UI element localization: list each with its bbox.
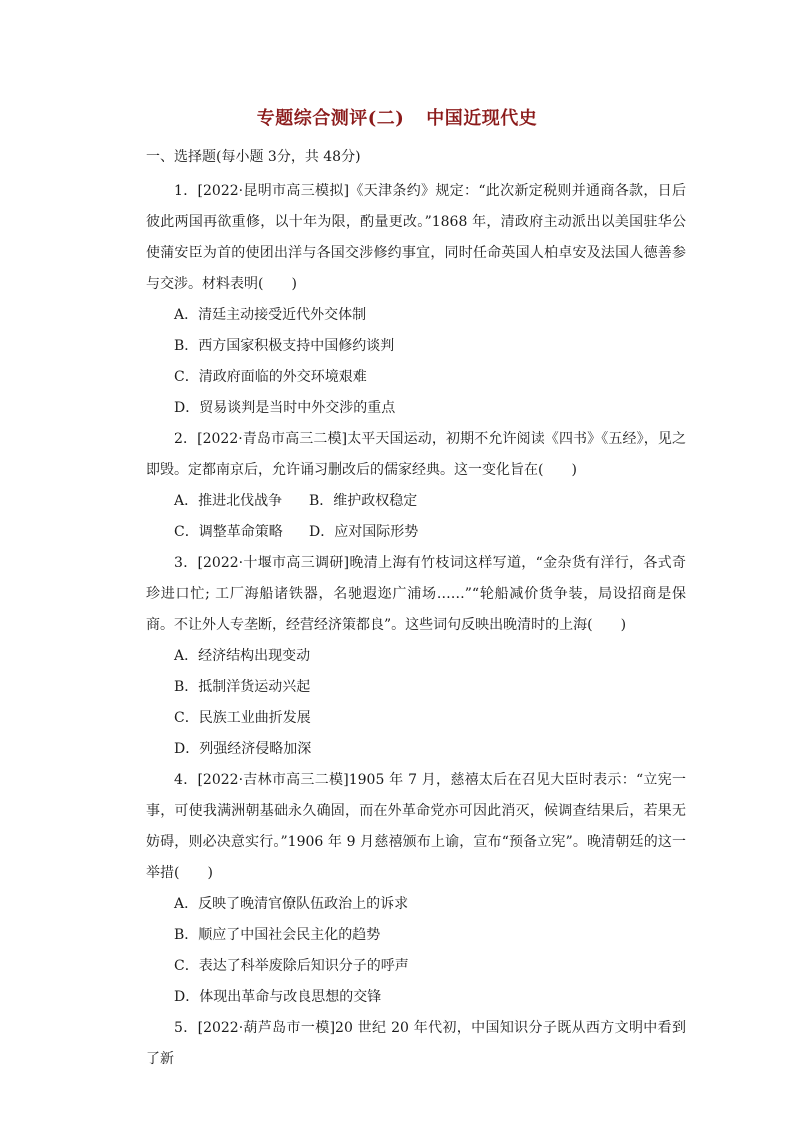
page-title xyxy=(0,104,794,130)
option-row xyxy=(146,486,686,517)
question-5 xyxy=(146,1013,686,1075)
option-d[interactable]: D．应对国际形势 xyxy=(309,524,419,540)
title-main: 专题综合测评(二) xyxy=(256,108,405,129)
option-c[interactable]: C．民族工业曲折发展 xyxy=(174,710,311,726)
option-b[interactable]: B．顺应了中国社会民主化的趋势 xyxy=(174,927,381,943)
option-d[interactable]: D．贸易谈判是当时中外交涉的重点 xyxy=(174,400,396,416)
question-stem: 4．[2022·吉林市高三二模]1905 年 7 月，慈禧太后在召见大臣时表示：“立宪一事，可使我满洲朝基础永久确固，而在外革命党亦可因此消灭，候调查结果后，若果无妨碍，则必决意实行。”1906 年 9 月慈禧颁布上谕，宣布“预备立宪”。晚清朝廷的这一举措( ) xyxy=(146,772,686,881)
question-4 xyxy=(146,765,686,1013)
option-d[interactable]: D．列强经济侵略加深 xyxy=(174,741,312,757)
option-list xyxy=(146,889,686,1013)
question-stem: 5．[2022·葫芦岛市一模]20 世纪 20 年代初，中国知识分子既从西方文明中看到了新 xyxy=(146,1020,686,1067)
option-list xyxy=(146,300,686,424)
option-a[interactable]: A．清廷主动接受近代外交体制 xyxy=(174,307,367,323)
question-1 xyxy=(146,176,686,424)
question-stem: 3．[2022·十堰市高三调研]晚清上海有竹枝词这样写道，“金杂货有洋行，各式奇珍进口忙; 工厂海船诸铁器，名驰遐迩广浦场……”“轮船减价货争装，局设招商是保商。不让外人专垄断，经营经济策都良”。这些词句反映出晚清时的上海( ) xyxy=(146,555,686,633)
option-a[interactable]: A．反映了晚清官僚队伍政治上的诉求 xyxy=(174,896,409,912)
question-list xyxy=(146,176,686,1075)
option-b[interactable]: B．维护政权稳定 xyxy=(309,493,418,509)
question-2 xyxy=(146,424,686,548)
title-sub: 中国近现代史 xyxy=(426,108,538,129)
option-c[interactable]: C．清政府面临的外交环境艰难 xyxy=(174,369,367,385)
option-c[interactable]: C．调整革命策略 xyxy=(174,524,283,540)
option-d[interactable]: D．体现出革命与改良思想的交锋 xyxy=(174,989,382,1005)
question-stem: 1．[2022·昆明市高三模拟]《天津条约》规定：“此次新定税则并通商各款，日后彼此两国再欲重修，以十年为限，酌量更改。”1868 年，清政府主动派出以美国驻华公使蒲安臣为首的使团出洋与各国交涉修约事宜，同时任命英国人柏卓安及法国人德善参与交涉。材料表明( ) xyxy=(146,183,686,292)
option-b[interactable]: B．抵制洋货运动兴起 xyxy=(174,679,311,695)
option-list xyxy=(146,641,686,765)
question-stem: 2．[2022·青岛市高三二模]太平天国运动，初期不允许阅读《四书》《五经》，见之即毁。定都南京后，允许诵习删改后的儒家经典。这一变化旨在( ) xyxy=(146,431,686,478)
option-a[interactable]: A．推进北伐战争 xyxy=(174,493,283,509)
option-c[interactable]: C．表达了科举废除后知识分子的呼声 xyxy=(174,958,409,974)
option-b[interactable]: B．西方国家积极支持中国修约谈判 xyxy=(174,338,395,354)
section-heading: 一、选择题(每小题 3分，共 48分) xyxy=(146,149,361,165)
option-a[interactable]: A．经济结构出现变动 xyxy=(174,648,311,664)
option-row xyxy=(146,517,686,548)
question-3 xyxy=(146,548,686,765)
